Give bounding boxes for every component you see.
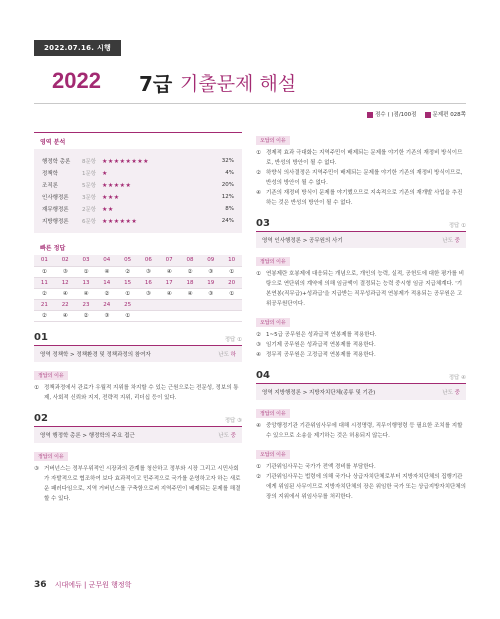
answer-value: ④ — [76, 288, 97, 299]
title-banner — [34, 62, 466, 104]
explanation-paragraph — [256, 421, 466, 441]
answer-value-row — [34, 310, 242, 321]
choice-marker: ③ — [256, 342, 261, 348]
choice-marker: ② — [256, 474, 261, 480]
question-area-bar — [256, 231, 466, 248]
question-answer: 정답 ③ — [224, 417, 242, 424]
reason-tag-wrap — [34, 443, 242, 464]
answer-value: ③ — [55, 266, 76, 277]
explanation-text: 경제적 효과 극대화는 지역주민이 배제되는 문제를 야기한 기존의 재정비 방식이므로, 반성의 방안이 될 수 없다. — [266, 150, 463, 166]
area-percent: 24% — [221, 218, 234, 224]
explanation-paragraph — [34, 464, 242, 504]
star-rating: ★★★★★★★★ — [102, 157, 150, 165]
question-number — [180, 299, 201, 310]
answer-value: ③ — [138, 288, 159, 299]
reason-tag: 정답의 이유 — [256, 409, 290, 418]
answer-value — [221, 310, 242, 321]
question-header — [256, 370, 466, 381]
question-count: 6문항 — [82, 219, 97, 225]
answer-value: ② — [96, 288, 117, 299]
difficulty — [218, 350, 236, 358]
difficulty-label: 난도 — [218, 351, 229, 358]
answer-value: ① — [117, 288, 138, 299]
reason-tag-wrap — [256, 441, 466, 462]
question-area-bar — [256, 383, 466, 400]
question-number: 14 — [96, 277, 117, 288]
analysis-row — [42, 155, 234, 167]
answer-value: ① — [34, 266, 55, 277]
explanation-paragraph — [256, 462, 466, 472]
question-count: 1문항 — [82, 171, 97, 177]
analysis-row — [42, 203, 234, 215]
answer-value: ① — [117, 310, 138, 321]
analysis-row — [42, 215, 234, 227]
difficulty — [218, 431, 236, 439]
title-grade: 7급 — [139, 72, 173, 96]
star-rating: ★ — [102, 169, 108, 177]
answer-number-row — [34, 299, 242, 310]
page-title: 기출문제 해설 — [180, 73, 297, 95]
question-number: 13 — [76, 277, 97, 288]
question-number: 11 — [34, 277, 55, 288]
question-number: 09 — [200, 255, 221, 266]
explanation-text: 연봉제란 호봉제에 대응되는 개념으로, 개인의 능력, 실적, 공헌도에 대한 평가를 비탕으로 연단위의 계약에 의해 임금액이 결정되는 능력 중시형 임금 지급체계다. '기본연봉(직무급)+성과급'을 지급받는 직무성과급적 연봉제가 적용되는 공무원은 고위공무원단이다. — [266, 271, 465, 307]
star-rating: ★★★★★★ — [102, 217, 138, 225]
explanation-text: 1~5급 공무원은 성과급적 연봉제를 적용한다. — [266, 332, 377, 338]
question-area-bar — [34, 345, 242, 362]
question-number — [159, 299, 180, 310]
choice-marker: ① — [256, 150, 261, 156]
answer-value: ② — [76, 310, 97, 321]
question-number: 01 — [34, 331, 48, 343]
explanation-text: 거버넌스는 정부우위적인 시장과의 관계를 청산하고 정부와 시장 그리고 시민사회가 자발적으로 협조하여 보다 효과적이고 민주적으로 국가를 운영하고자 하는 새로운 패러다임으로, 지역 거버넌스를 구축함으로써 지역주민이 배제되는 문제를 해결할 수 있다. — [44, 465, 241, 502]
difficulty-label: 난도 — [442, 390, 453, 396]
page-number: 36 — [34, 580, 47, 590]
question-header — [34, 413, 242, 424]
area-name: 조직론 — [42, 183, 58, 189]
explanation-text: 하향식 의사결정은 지역주민이 배제되는 문제를 야기한 기존의 재정비 방식이므로, 반성의 방안이 될 수 없다. — [266, 170, 463, 186]
answer-value: ④ — [159, 288, 180, 299]
score-item — [367, 110, 416, 118]
question-count: 2문항 — [82, 207, 97, 213]
area-percent: 32% — [221, 158, 234, 164]
reason-tag: 오답의 이유 — [256, 318, 290, 327]
question-count: 8문항 — [82, 159, 97, 165]
area-percent: 8% — [225, 206, 234, 212]
choice-marker: ④ — [256, 423, 261, 429]
title-year: 2022 — [52, 68, 101, 93]
question-count: 5문항 — [82, 183, 97, 189]
reason-tag-wrap — [256, 127, 466, 148]
explanation-paragraph — [256, 330, 466, 340]
explanation-paragraph — [256, 148, 466, 168]
question-number: 01 — [34, 255, 55, 266]
question-number: 17 — [159, 277, 180, 288]
exam-date-tag: 2022.07.16. 시행 — [34, 40, 121, 56]
choice-marker: ③ — [34, 465, 39, 472]
reason-tag: 정답의 이유 — [256, 257, 290, 266]
question-number: 18 — [180, 277, 201, 288]
explanation-paragraph — [34, 383, 242, 403]
area-name: 정책학 — [42, 171, 58, 177]
reason-tag-wrap — [256, 309, 466, 330]
question-number: 20 — [221, 277, 242, 288]
star-rating: ★★★★★ — [102, 181, 132, 189]
area-percent: 12% — [221, 194, 234, 200]
question-number: 03 — [256, 218, 270, 229]
answer-table — [34, 255, 242, 322]
difficulty — [442, 388, 460, 396]
difficulty-value: 중 — [454, 390, 460, 396]
analysis-row — [42, 191, 234, 203]
choice-marker: ① — [256, 464, 261, 470]
question-answer: 정답 ① — [448, 223, 466, 229]
answer-value: ② — [34, 288, 55, 299]
question-area-bar — [34, 426, 242, 443]
question-number: 12 — [55, 277, 76, 288]
left-column — [34, 132, 242, 504]
answer-value: ③ — [200, 266, 221, 277]
explanation-paragraph — [256, 269, 466, 309]
choice-marker: ① — [34, 384, 39, 391]
question-area: 영역 행정학 총론 > 행정학의 주요 접근 — [40, 432, 135, 439]
question-number: 06 — [138, 255, 159, 266]
reason-tag: 정답의 이유 — [34, 371, 68, 380]
explanation-text: 기관위임사무는 법령에 의해 국가나 상급자치단체로부터 지방자치단체의 집행기관에게 위임된 사무이므로 지방자치단체의 장은 위임한 국가 또는 상급지방자치단체의 장의 지위에서 위임사무를 처리한다. — [266, 474, 466, 500]
choice-marker: ① — [256, 271, 261, 277]
question-area: 영역 인사행정론 > 공무원의 사기 — [262, 238, 343, 244]
reason-tag-wrap — [256, 400, 466, 421]
continued-explanation — [256, 127, 466, 208]
answer-value: ④ — [55, 288, 76, 299]
reason-tag: 정답의 이유 — [34, 452, 68, 461]
answer-value — [159, 310, 180, 321]
question-area: 영역 지방행정론 > 지방자치단체(종류 및 기관) — [262, 390, 376, 396]
question-number: 25 — [117, 299, 138, 310]
area-name: 인사행정론 — [42, 195, 69, 201]
question-number: 10 — [221, 255, 242, 266]
footer-brand: 시대에듀 | 군무원 행정학 — [54, 581, 132, 589]
analysis-label: 영역 분석 — [34, 132, 242, 149]
area-percent: 4% — [225, 170, 234, 176]
difficulty-value: 하 — [230, 351, 236, 358]
answers-label: 빠른 정답 — [40, 245, 66, 252]
explanation-text: 기존의 재정비 방식이 문제를 야기했으므로 지속적으로 기존의 재개발 사업을 추진하는 것은 반성의 방안이 될 수 없다. — [266, 190, 463, 206]
right-questions — [256, 218, 466, 502]
choice-marker: ② — [256, 332, 261, 338]
reason-tag-wrap — [256, 248, 466, 269]
area-name: 재무행정론 — [42, 207, 69, 213]
explanation-text: 임기제 공무원은 성과급적 연봉제를 적용한다. — [266, 342, 376, 348]
question-area: 영역 정책학 > 정책환경 및 정책과정의 참여자 — [40, 351, 151, 358]
explanation-text: 기관위임사무는 국가가 전액 경비를 부담한다. — [266, 464, 376, 470]
answer-value — [200, 310, 221, 321]
difficulty-label: 난도 — [442, 238, 453, 244]
question-number: 04 — [256, 370, 270, 381]
answer-value: ④ — [96, 266, 117, 277]
question-number: 05 — [117, 255, 138, 266]
answer-number-row — [34, 277, 242, 288]
explanation-text: 중앙행정기관 기관위임사무에 대해 시정명령, 직무이행명령 등 필요한 조치를 지할 수 있으므로 소송을 제기하는 것은 허용되지 않는다. — [266, 423, 463, 439]
area-name: 행정학 총론 — [42, 159, 71, 165]
question-number: 22 — [55, 299, 76, 310]
checkbox-icon — [425, 112, 431, 118]
question-number: 03 — [76, 255, 97, 266]
answer-value-row — [34, 288, 242, 299]
difficulty — [442, 236, 460, 244]
answer-value — [180, 310, 201, 321]
answer-value: ③ — [138, 266, 159, 277]
difficulty-value: 중 — [454, 238, 460, 244]
difficulty-value: 중 — [230, 432, 236, 439]
choice-marker: ② — [256, 170, 261, 176]
question-number: 21 — [34, 299, 55, 310]
question-number: 16 — [138, 277, 159, 288]
star-rating: ★★★ — [102, 193, 120, 201]
question-number: 02 — [34, 412, 48, 424]
explanation-paragraph — [256, 188, 466, 208]
explanation-paragraph — [256, 340, 466, 350]
choice-marker: ④ — [256, 190, 261, 196]
answer-value: ② — [180, 266, 201, 277]
explanation-paragraph — [256, 472, 466, 502]
question-number: 15 — [117, 277, 138, 288]
answer-value — [138, 310, 159, 321]
right-column — [256, 132, 466, 502]
page-ref-label: 문제편 028쪽 — [432, 112, 466, 118]
page-footer — [34, 580, 131, 590]
question-number: 07 — [159, 255, 180, 266]
question-number — [200, 299, 221, 310]
analysis-box — [34, 149, 242, 233]
question-answer: 정답 ④ — [448, 375, 466, 381]
question-number: 24 — [96, 299, 117, 310]
answer-value: ② — [117, 266, 138, 277]
question-number: 08 — [180, 255, 201, 266]
area-percent: 20% — [221, 182, 234, 188]
answer-value: ④ — [180, 288, 201, 299]
analysis-row — [42, 167, 234, 179]
answer-value: ④ — [55, 310, 76, 321]
answer-value: ② — [34, 310, 55, 321]
answer-value: ④ — [159, 266, 180, 277]
star-rating: ★★ — [102, 205, 114, 213]
question-answer: 정답 ① — [224, 336, 242, 343]
difficulty-label: 난도 — [218, 432, 229, 439]
explanation-paragraph — [256, 350, 466, 360]
reason-tag: 오답의 이유 — [256, 136, 290, 145]
answer-value: ③ — [200, 288, 221, 299]
reason-tag: 오답의 이유 — [256, 450, 290, 459]
explanation-text: 정책과정에서 관료가 우월적 지위를 차지할 수 있는 근원으로는 전문성, 정보의 통제, 사회적 신뢰와 지지, 전략적 지위, 리더십 등이 있다. — [44, 384, 239, 401]
answer-value: ① — [221, 266, 242, 277]
page-ref-item — [425, 110, 467, 118]
checkbox-icon — [367, 112, 373, 118]
question-number — [221, 299, 242, 310]
answer-value-row — [34, 266, 242, 277]
area-name: 지방행정론 — [42, 219, 69, 225]
explanation-text: 정무직 공무원은 고정급적 연봉제를 적용한다. — [266, 352, 376, 358]
question-number: 23 — [76, 299, 97, 310]
choice-marker: ④ — [256, 352, 261, 358]
explanation-paragraph — [256, 168, 466, 188]
score-label: 점수 ( )점/100점 — [375, 112, 417, 118]
answer-value: ① — [76, 266, 97, 277]
question-count: 3문항 — [82, 195, 97, 201]
answer-value: ① — [221, 288, 242, 299]
question-number — [138, 299, 159, 310]
question-number: 02 — [55, 255, 76, 266]
reason-tag-wrap — [34, 362, 242, 383]
analysis-row — [42, 179, 234, 191]
question-header — [256, 218, 466, 229]
score-row — [367, 110, 466, 118]
question-number: 19 — [200, 277, 221, 288]
question-header — [34, 332, 242, 343]
answer-value: ③ — [96, 310, 117, 321]
left-questions — [34, 332, 242, 504]
question-number: 04 — [96, 255, 117, 266]
top-margin — [0, 0, 500, 30]
answer-number-row — [34, 255, 242, 266]
